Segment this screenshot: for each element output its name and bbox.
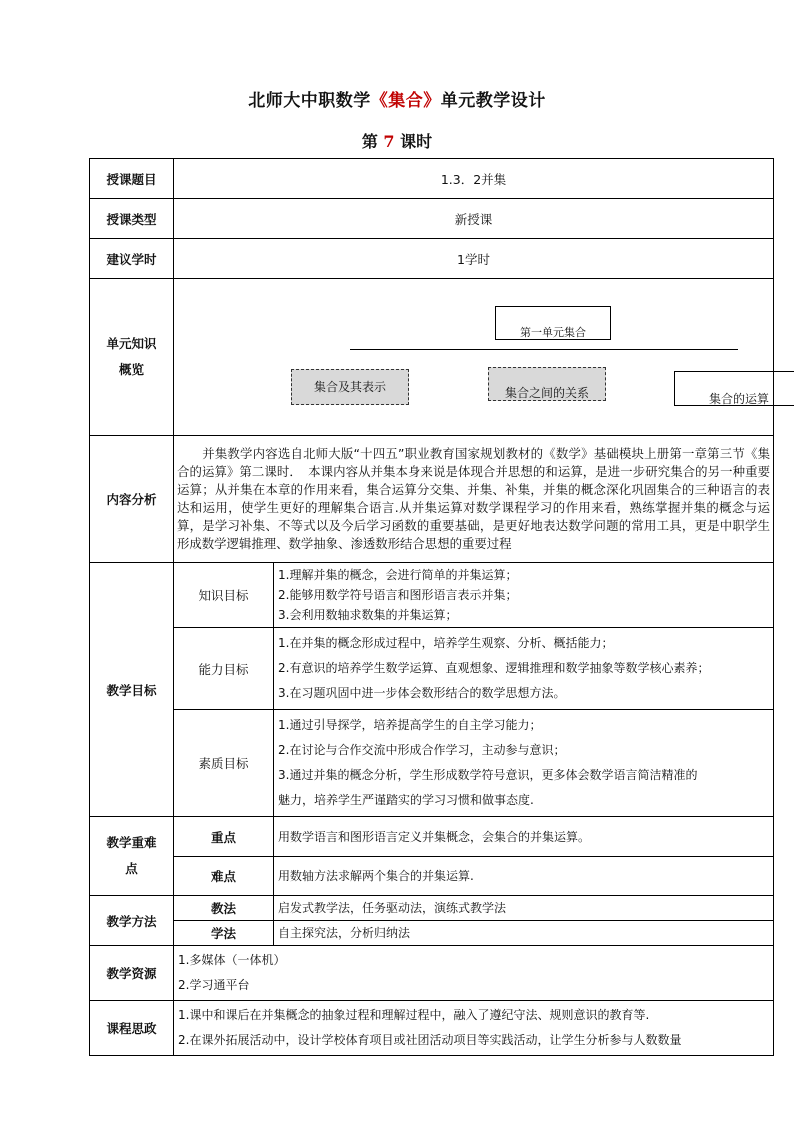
ability-goal-item: 2.有意识的培养学生数学运算、直观想象、逻辑推理和数学抽象等数学核心素养；: [278, 661, 710, 675]
overview-label-line1: 单元知识: [106, 336, 157, 351]
title-highlight: 《集合》: [370, 91, 441, 111]
knowledge-goal-item: 3.会利用数轴求数集的并集运算；: [278, 608, 458, 622]
unit-box-representation: 集合及其表示: [291, 369, 409, 405]
hours-value: 1学时: [174, 239, 774, 279]
row-analysis: [90, 436, 774, 563]
goals-label: 教学目标: [90, 563, 174, 817]
analysis-text: 并集教学内容选自北师大版“十四五”职业教育国家规划教材的《数学》基础模块上册第一章第三节《集合的运算》第二课时． 本课内容从并集本身来说是体现合并思想的和运算，是进一步研究集合的另一种重要运算；从并集在本章的作用来看，集合运算分交集、并集、补集，并集的概念深化巩固集合的三种语言的表达和运用，使学生更好的理解集合语言.从并集运算对数学课程学习的作用来看，熟练掌握并集的概念与运算，是学习补集、不等式以及今后学习函数的重要基础，是更好地表达数学问题的常用工具，更是中职学生形成数学逻辑推理、数学抽象、渗透数形结合思想的重要过程: [177, 446, 770, 551]
resource-item: 2.学习通平台: [178, 978, 250, 992]
methods-label: 教学方法: [90, 896, 174, 946]
ability-goal-item: 3.在习题巩固中进一步体会数形结合的数学思想方法。: [278, 686, 566, 700]
analysis-cell: [174, 436, 774, 563]
unit-box-relations: 集合之间的关系: [488, 367, 606, 401]
quality-goal-list: [274, 710, 774, 817]
quality-goal-label: 素质目标: [174, 710, 274, 817]
ideology-item: 1.课中和课后在并集概念的抽象过程和理解过程中，融入了遵纪守法、规则意识的教育等.: [178, 1008, 650, 1022]
type-label: 授课类型: [90, 199, 174, 239]
knowledge-goal-item: 2.能够用数学符号语言和图形语言表示并集；: [278, 588, 518, 602]
analysis-label: 内容分析: [90, 436, 174, 563]
type-value: 新授课: [174, 199, 774, 239]
row-key-focus: [90, 817, 774, 857]
ability-goal-item: 1.在并集的概念形成过程中，培养学生观察、分析、概括能力；: [278, 636, 614, 650]
ideology-list: [174, 1001, 774, 1056]
quality-goal-item: 1.通过引导探学，培养提高学生的自主学习能力；: [278, 718, 542, 732]
difficulty-label: 难点: [174, 857, 274, 896]
hours-label: 建议学时: [90, 239, 174, 279]
unit-root-box: 第一单元集合: [495, 306, 611, 340]
learn-method-label: 学法: [174, 921, 274, 946]
lesson-plan-table: [89, 158, 774, 1056]
lesson-subtitle: [0, 129, 794, 152]
diagram-connector-line: [350, 349, 738, 350]
quality-goal-item: 2.在讨论与合作交流中形成合作学习，主动参与意识；: [278, 743, 566, 757]
difficulty-value: 用数轴方法求解两个集合的并集运算.: [274, 857, 774, 896]
ideology-label: 课程思政: [90, 1001, 174, 1056]
row-goals-quality: [90, 710, 774, 817]
row-ideology: [90, 1001, 774, 1056]
resource-item: 1.多媒体（一体机）: [178, 953, 286, 967]
lesson-prefix: 第: [361, 132, 384, 151]
ability-goal-list: [274, 628, 774, 710]
row-goals-knowledge: [90, 563, 774, 628]
row-overview: [90, 279, 774, 436]
overview-label: [90, 279, 174, 436]
document-title: [0, 86, 794, 111]
key-points-label-line2: 点: [125, 861, 138, 876]
knowledge-goal-item: 1.理解并集的概念，会进行简单的并集运算；: [278, 568, 518, 582]
title-prefix: 北师大中职数学: [248, 91, 371, 111]
teach-method-label: 教法: [174, 896, 274, 921]
resources-list: [174, 946, 774, 1001]
key-points-label: [90, 817, 174, 896]
resources-label: 教学资源: [90, 946, 174, 1001]
teach-method-value: 启发式教学法，任务驱动法，演练式教学法: [274, 896, 774, 921]
focus-label: 重点: [174, 817, 274, 857]
key-points-label-line1: 教学重难: [106, 835, 157, 850]
lesson-number: 7: [383, 132, 395, 151]
topic-label: 授课题目: [90, 159, 174, 199]
unit-box-operations: 集合的运算: [674, 371, 794, 406]
focus-value: 用数学语言和图形语言定义并集概念，会集合的并集运算。: [274, 817, 774, 857]
overview-label-line2: 概览: [118, 362, 144, 377]
row-topic: [90, 159, 774, 199]
ability-goal-label: 能力目标: [174, 628, 274, 710]
knowledge-goal-label: 知识目标: [174, 563, 274, 628]
title-suffix: 单元教学设计: [440, 91, 546, 111]
row-key-difficulty: [90, 857, 774, 896]
row-methods-learn: [90, 921, 774, 946]
learn-method-value: 自主探究法，分析归纳法: [274, 921, 774, 946]
quality-goal-item: 魅力，培养学生严谨踏实的学习习惯和做事态度.: [278, 793, 534, 807]
row-type: [90, 199, 774, 239]
unit-diagram: [174, 280, 773, 435]
topic-value: 1.3．2并集: [174, 159, 774, 199]
row-goals-ability: [90, 628, 774, 710]
knowledge-goal-list: [274, 563, 774, 628]
ideology-item: 2.在课外拓展活动中，设计学校体育项目或社团活动项目等实践活动，让学生分析参与人数数量: [178, 1033, 682, 1047]
lesson-suffix: 课时: [394, 132, 433, 151]
quality-goal-item: 3.通过并集的概念分析，学生形成数学符号意识，更多体会数学语言简洁精准的: [278, 768, 698, 782]
row-resources: [90, 946, 774, 1001]
row-methods-teach: [90, 896, 774, 921]
row-hours: [90, 239, 774, 279]
overview-diagram-cell: [174, 279, 774, 436]
